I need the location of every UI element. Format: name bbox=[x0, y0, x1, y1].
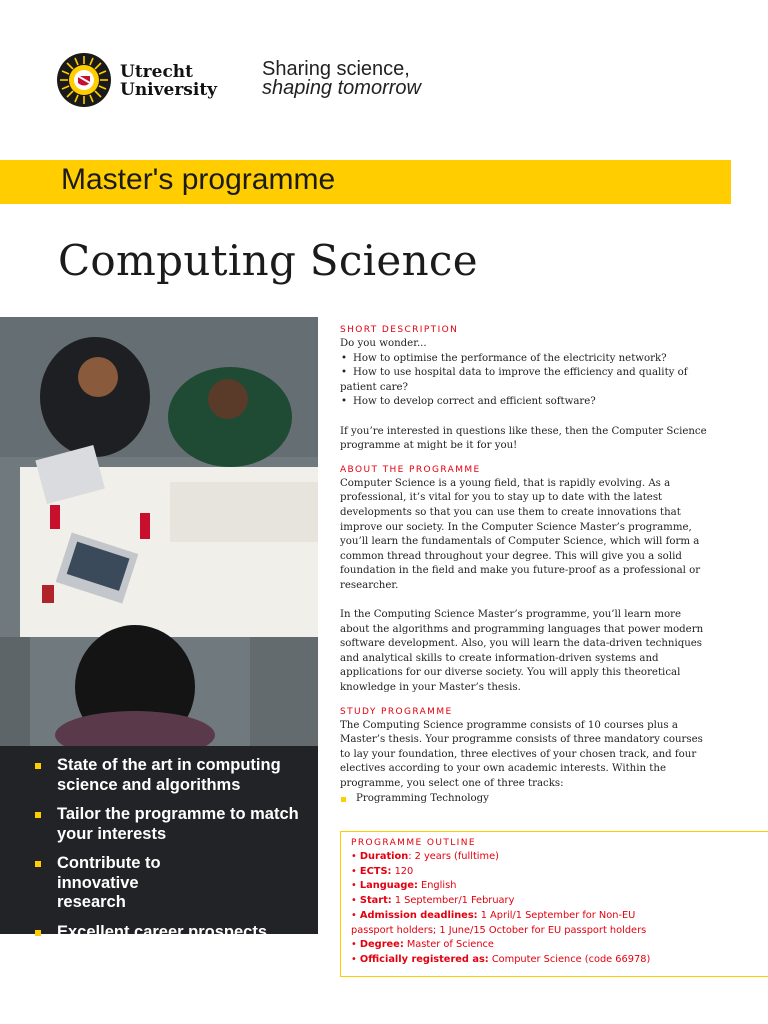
dot-bullet-icon: • bbox=[341, 367, 348, 379]
outline-item: • Degree: Master of Science bbox=[351, 939, 494, 951]
track-item bbox=[340, 792, 710, 807]
tagline bbox=[262, 60, 421, 98]
outline-item-value: : 2 years (fulltime) bbox=[408, 851, 499, 862]
university-seal-logo bbox=[56, 52, 112, 108]
highlight-item bbox=[33, 854, 310, 913]
dot-bullet-icon: • bbox=[341, 352, 348, 364]
outline-item-label: Officially registered as: bbox=[359, 953, 489, 965]
outline-item-label: Duration bbox=[359, 851, 409, 862]
students-photo-illustration bbox=[0, 317, 318, 746]
yellow-square-bullet-icon bbox=[35, 812, 41, 818]
outline-item-label: Start: bbox=[359, 895, 392, 907]
outline-item-value: Computer Science (code 66978) bbox=[488, 953, 651, 965]
outline-item-value: 1 September/1 February bbox=[391, 895, 515, 907]
university-name-line1: Utrecht bbox=[120, 62, 194, 82]
track-text: Programming Technology bbox=[356, 792, 489, 804]
spacer bbox=[340, 410, 710, 425]
outline-item-value: 120 bbox=[391, 865, 414, 877]
outline-item-label: Language: bbox=[359, 880, 418, 892]
about-heading: ABOUT THE PROGRAMME bbox=[340, 464, 481, 475]
outline-item: • Admission deadlines: 1 April/1 September for Non-EU passport holders; 1 June/15 October for EU passport holders bbox=[351, 909, 647, 936]
dot-bullet-icon: • bbox=[341, 396, 348, 408]
study-programme-paragraph: The Computing Science programme consists of 10 courses plus a Master’s thesis. Your programme consists of three mandatory courses to lay your foundation, three electives of your chosen track, and four electives according to your own academic interests. Within the programme, you select one of three tracks: bbox=[340, 719, 703, 790]
outline-item: • Duration: 2 years (fulltime) bbox=[351, 851, 499, 862]
highlights-panel bbox=[0, 746, 318, 941]
outline-item-label: ECTS: bbox=[359, 865, 392, 877]
yellow-square-bullet-icon bbox=[35, 930, 41, 936]
outline-item-value: 1 April/1 September for Non-EU passport holders; 1 June/15 October for EU passport holders bbox=[351, 909, 647, 936]
study-programme-heading: STUDY PROGRAMME bbox=[340, 706, 453, 717]
outline-item: • ECTS: 120 bbox=[351, 865, 414, 877]
highlight-text: Excellent career prospects bbox=[57, 922, 268, 941]
question-text: How to optimise the performance of the electricity network? bbox=[353, 352, 667, 364]
tagline-line1: Sharing science, bbox=[262, 58, 410, 80]
yellow-square-bullet-icon bbox=[35, 861, 41, 867]
programme-description bbox=[340, 324, 710, 806]
yellow-square-bullet-icon bbox=[35, 763, 41, 769]
outline-item-label: Degree: bbox=[359, 939, 404, 951]
outline-item: • Start: 1 September/1 February bbox=[351, 895, 515, 907]
question-bullet bbox=[340, 366, 710, 395]
highlight-text: Contribute to innovative research bbox=[57, 854, 161, 911]
outline-item: • Language: English bbox=[351, 880, 457, 892]
programme-outline-heading: PROGRAMME OUTLINE bbox=[351, 838, 476, 848]
highlight-item bbox=[33, 756, 310, 795]
programme-type-label: Master's programme bbox=[61, 163, 336, 196]
students-photo bbox=[0, 317, 318, 746]
short-description-heading: SHORT DESCRIPTION bbox=[340, 325, 459, 335]
outline-item-label: Admission deadlines: bbox=[359, 909, 478, 921]
university-name-line2: University bbox=[120, 80, 218, 100]
about-paragraph-1: Computer Science is a young field, that is rapidly evolving. As a professional, it’s vital for you to stay up to date with the latest developments so that you can use them to create innovations that improve our society. In the Computer Science Master’s programme, you’ll learn the fundamentals of Computer Science, which will form a common thread throughout your degree. This will give you a solid foundation in the field and make you future-proof as a professional or researcher. bbox=[340, 477, 701, 591]
highlight-text: State of the art in computing science and algorithms bbox=[57, 756, 281, 794]
spacer bbox=[340, 594, 710, 609]
outline-item-value: Master of Science bbox=[403, 939, 494, 951]
page-header bbox=[56, 52, 456, 108]
highlight-item bbox=[33, 923, 310, 943]
short-description-closing: If you’re interested in questions like these, then the Computer Science programme at might be it for you! bbox=[340, 425, 707, 452]
short-description-intro: Do you wonder... bbox=[340, 338, 427, 349]
outline-item: • Officially registered as: Computer Science (code 66978) bbox=[351, 953, 651, 965]
tagline-line2: shaping tomorrow bbox=[262, 77, 421, 99]
about-paragraph-2: In the Computing Science Master’s programme, you’ll learn more about the algorithms and programming languages that power modern software development. Also, you will learn the data-driven techniques and analytical skills to create information-driven systems and applications for our diverse society. You will apply this theoretical knowledge in your Master’s thesis. bbox=[340, 609, 704, 694]
question-text: How to use hospital data to improve the efficiency and quality of patient care? bbox=[340, 367, 688, 393]
page-title: Computing Science bbox=[58, 236, 478, 285]
university-name bbox=[120, 63, 217, 99]
programme-type-band bbox=[0, 160, 731, 204]
yellow-square-bullet-icon bbox=[341, 797, 346, 802]
outline-item-value: English bbox=[417, 880, 457, 892]
highlight-item bbox=[33, 805, 310, 844]
question-bullet bbox=[340, 352, 710, 367]
question-bullet bbox=[340, 395, 710, 410]
highlight-text: Tailor the programme to match your interests bbox=[57, 805, 299, 843]
question-text: How to develop correct and efficient software? bbox=[353, 396, 596, 408]
programme-outline-box bbox=[340, 831, 768, 977]
